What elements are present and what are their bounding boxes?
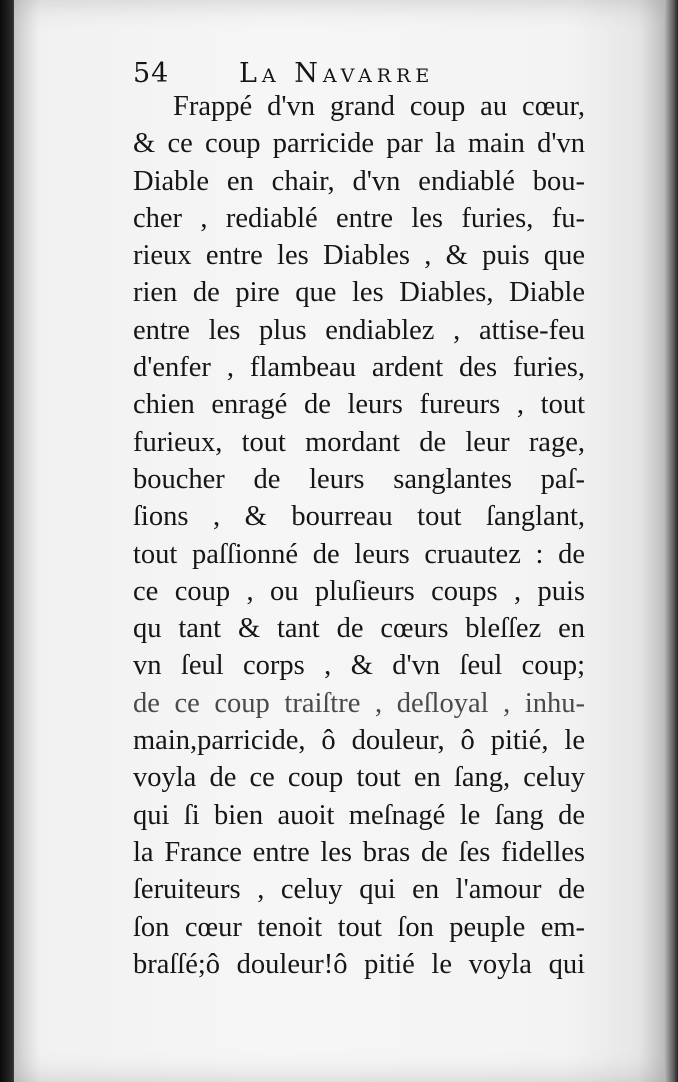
page-number: 54: [133, 58, 170, 89]
text-line: la France entre les bras de ſes fidelles: [133, 836, 585, 868]
page-right-edge: [664, 0, 678, 1082]
text-line: main,parricide, ô douleur, ô pitié, le: [133, 725, 585, 757]
text-line: Diable en chair, d'vn endiablé bou-: [133, 165, 585, 197]
text-line: tout paſſionné de leurs cruautez : de: [133, 538, 585, 570]
text-line: voyla de ce coup tout en ſang, celuy: [133, 762, 585, 794]
text-line: rien de pire que les Diables, Diable: [133, 277, 585, 309]
text-line: ce coup , ou pluſieurs coups , puis: [133, 575, 585, 607]
text-line: & ce coup parricide par la main d'vn: [133, 128, 585, 160]
text-line: ſeruiteurs , celuy qui en l'amour de: [133, 874, 585, 906]
body-text: [133, 88, 585, 983]
text-line: ſon cœur tenoit tout ſon peuple em-: [133, 911, 585, 943]
text-line: vn ſeul corps , & d'vn ſeul coup;: [133, 650, 585, 682]
text-line: de ce coup traiſtre , deſloyal , inhu-: [133, 687, 585, 719]
text-line: qu tant & tant de cœurs bleſſez en: [133, 613, 585, 645]
text-line: rieux entre les Diables , & puis que: [133, 240, 585, 272]
text-line: d'enfer , flambeau ardent des furies,: [133, 352, 585, 384]
text-line: Frappé d'vn grand coup au cœur,: [173, 91, 585, 122]
text-line: entre les plus endiablez , attise-feu: [133, 314, 585, 346]
text-line: furieux, tout mordant de leur rage,: [133, 426, 585, 458]
text-line: qui ſi bien auoit meſnagé le ſang de: [133, 799, 585, 831]
text-line: cher , rediablé entre les furies, fu-: [133, 202, 585, 234]
text-line: boucher de leurs sanglantes paſ-: [133, 463, 585, 495]
text-line: braſſé;ô douleur!ô pitié le voyla qui: [133, 948, 585, 980]
text-line: chien enragé de leurs fureurs , tout: [133, 389, 585, 421]
running-title: La Navarre: [239, 58, 435, 89]
text-line: ſions , & bourreau tout ſanglant,: [133, 501, 585, 533]
